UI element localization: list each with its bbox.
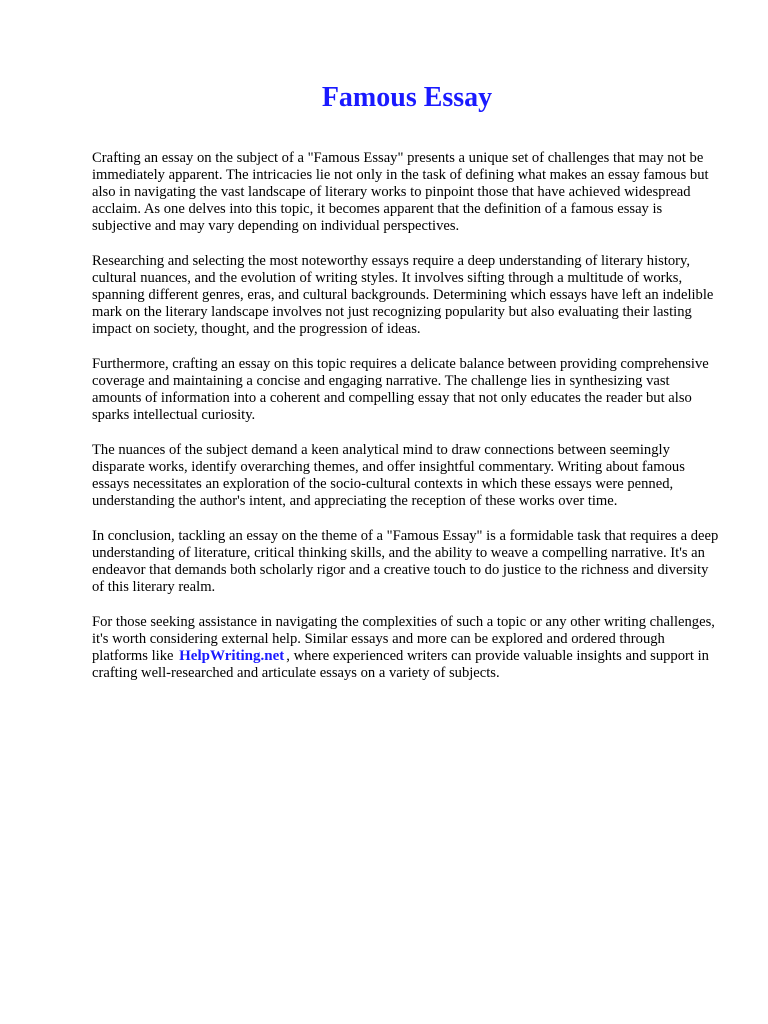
helpwriting-link[interactable]: HelpWriting.net: [179, 648, 285, 664]
document-page: [92, 80, 722, 700]
paragraph-3: Furthermore, crafting an essay on this topic requires a delicate balance between providing comprehensive coverage and maintaining a concise and engaging narrative. The challenge lies in synthesizing vast amounts of information into a coherent and compelling essay that not only educates the reader but also sparks intellectual curiosity.: [92, 356, 709, 423]
paragraph-6: [92, 614, 722, 682]
document-title: Famous Essay: [321, 82, 493, 113]
paragraph-1: Crafting an essay on the subject of a "Famous Essay" presents a unique set of challenges that may not be immediately apparent. The intricacies lie not only in the task of defining what makes an essay famous but also in navigating the vast landscape of literary works to pinpoint those that have achieved widespread acclaim. As one delves into this topic, it becomes apparent that the definition of a famous essay is subjective and may vary depending on individual perspectives.: [92, 150, 709, 234]
paragraph-6-before-link: For those seeking assistance in navigating the complexities of such a topic or any other writing challenges, it's worth considering external help. Similar essays and more can be explored and ordered through platforms like: [92, 614, 715, 664]
paragraph-4: The nuances of the subject demand a keen analytical mind to draw connections between seemingly disparate works, identify overarching themes, and offer insightful commentary. Writing about famous essays necessitates an exploration of the socio-cultural contexts in which these essays were penned, understanding the author's intent, and appreciating the reception of these works over time.: [92, 442, 685, 509]
paragraph-2: Researching and selecting the most noteworthy essays require a deep understanding of literary history, cultural nuances, and the evolution of writing styles. It involves sifting through a multitude of works, spanning different genres, eras, and cultural backgrounds. Determining which essays have left an indelible mark on the literary landscape involves not just recognizing popularity but also evaluating their lasting impact on society, thought, and the progression of ideas.: [92, 253, 714, 337]
paragraph-5: In conclusion, tackling an essay on the theme of a "Famous Essay" is a formidable task that requires a deep understanding of literature, critical thinking skills, and the ability to weave a compelling narrative. It's an endeavor that demands both scholarly rigor and a creative touch to do justice to the richness and diversity of this literary realm.: [92, 528, 719, 595]
paragraph-6-after-link: , where experienced writers can provide valuable insights and support in crafting well-researched and articulate essays on a variety of subjects.: [92, 648, 709, 681]
